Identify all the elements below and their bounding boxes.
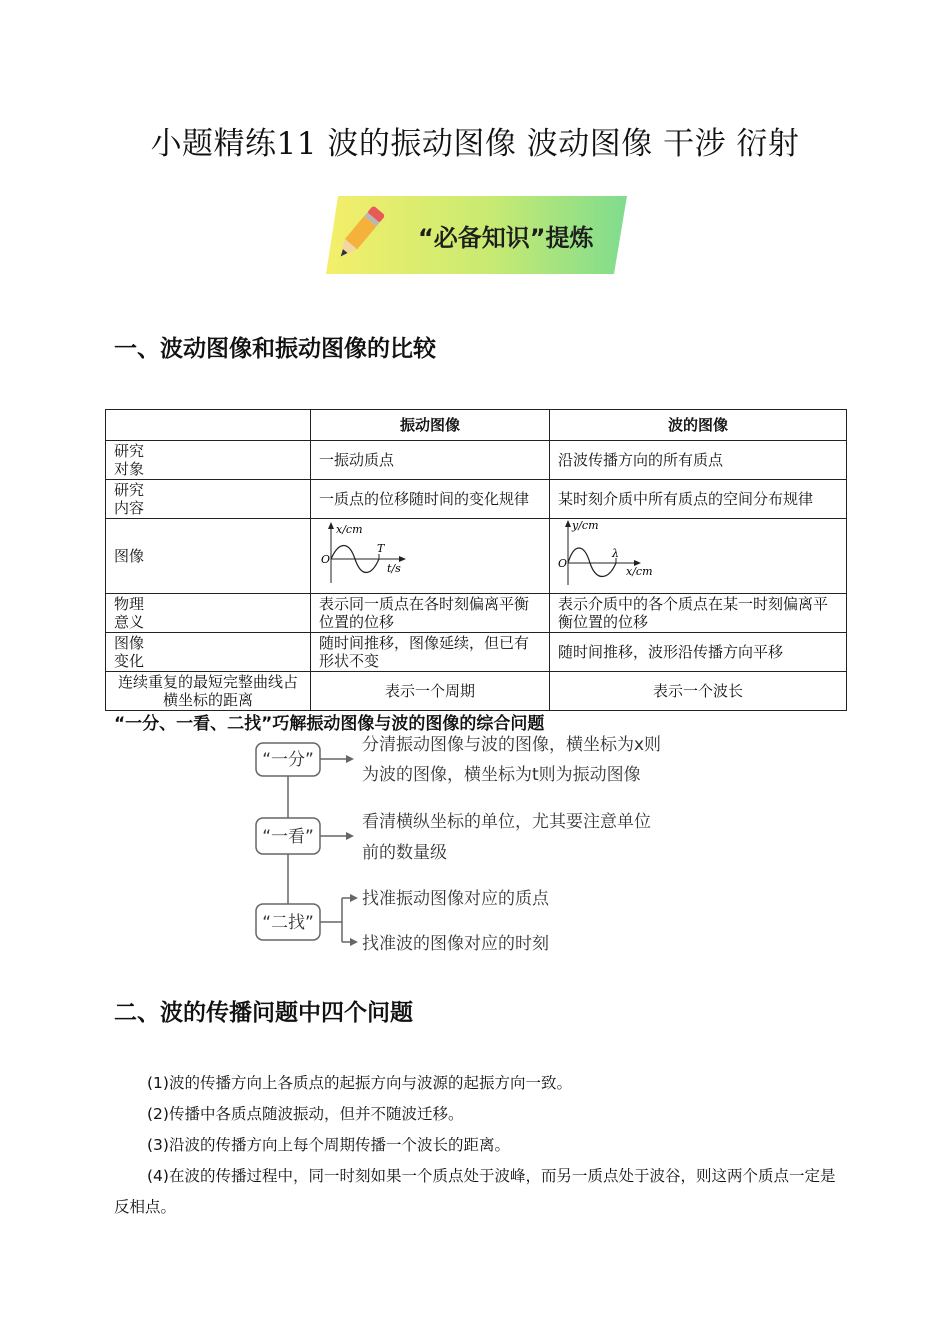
section-heading-1: 一、波动图像和振动图像的比较 bbox=[114, 336, 436, 362]
point-item: (3)沿波的传播方向上每个周期传播一个波长的距离。 bbox=[147, 1136, 510, 1154]
table-header-row bbox=[106, 410, 847, 441]
wave-cell: 表示一个波长 bbox=[550, 672, 847, 711]
banner-text: “必备知识”提炼 bbox=[418, 224, 594, 252]
wave-cell: 表示介质中的各个质点在某一时刻偏离平衡位置的位移 bbox=[550, 594, 847, 633]
table-row bbox=[106, 672, 847, 711]
table-row bbox=[106, 480, 847, 519]
vib-period-mark: T bbox=[377, 542, 385, 555]
wave-cell: 某时刻介质中所有质点的空间分布规律 bbox=[550, 480, 847, 519]
row-label: 研究 内容 bbox=[106, 480, 311, 519]
vib-cell: 表示一个周期 bbox=[311, 672, 550, 711]
wave-wavelength-mark: λ bbox=[612, 547, 619, 560]
step1-desc: 为波的图像，横坐标为t则为振动图像 bbox=[362, 765, 641, 785]
step2-desc: 看清横纵坐标的单位，尤其要注意单位 bbox=[362, 812, 651, 832]
comparison-table bbox=[105, 409, 847, 711]
step2-desc: 前的数量级 bbox=[362, 843, 447, 863]
step1-desc: 分清振动图像与波的图像，横坐标为x则 bbox=[362, 735, 662, 755]
point-item: (2)传播中各质点随波振动，但并不随波迁移。 bbox=[147, 1105, 464, 1123]
wave-xlabel: x/cm bbox=[626, 565, 653, 578]
step-label: “一看” bbox=[262, 827, 314, 847]
wave-cell: 随时间推移，波形沿传播方向平移 bbox=[550, 633, 847, 672]
vib-cell: 一质点的位移随时间的变化规律 bbox=[311, 480, 550, 519]
wave-origin: O bbox=[558, 557, 568, 570]
step3-desc: 找准振动图像对应的质点 bbox=[362, 889, 549, 909]
table-header: 波的图像 bbox=[550, 410, 847, 441]
wave-graph bbox=[550, 519, 846, 589]
row-label: 图像 变化 bbox=[106, 633, 311, 672]
row-label: 连续重复的最短完整曲线占横坐标的距离 bbox=[106, 672, 311, 711]
table-row bbox=[106, 633, 847, 672]
wave-cell: 沿波传播方向的所有质点 bbox=[550, 441, 847, 480]
table-row bbox=[106, 519, 847, 594]
vib-cell: 表示同一质点在各时刻偏离平衡位置的位移 bbox=[311, 594, 550, 633]
vib-graph-cell bbox=[311, 519, 550, 594]
vib-xlabel: t/s bbox=[387, 562, 401, 575]
method-flowchart bbox=[250, 732, 730, 954]
vib-origin: O bbox=[321, 553, 331, 566]
row-label: 物理 意义 bbox=[106, 594, 311, 633]
row-label: 研究 对象 bbox=[106, 441, 311, 480]
point-item: (1)波的传播方向上各质点的起振方向与波源的起振方向一致。 bbox=[147, 1074, 572, 1092]
vib-cell: 一振动质点 bbox=[311, 441, 550, 480]
flow-subheading: “一分、一看、二找”巧解振动图像与波的图像的综合问题 bbox=[114, 714, 545, 734]
point-item: (4)在波的传播过程中，同一时刻如果一个质点处于波峰，而另一质点处于波谷，则这两个质点一定是反相点。 bbox=[114, 1167, 836, 1216]
row-label: 图像 bbox=[106, 519, 311, 594]
table-row bbox=[106, 594, 847, 633]
vibration-graph bbox=[311, 519, 549, 589]
wave-graph-cell bbox=[550, 519, 847, 594]
table-row bbox=[106, 441, 847, 480]
vib-ylabel: x/cm bbox=[336, 523, 363, 536]
table-header bbox=[106, 410, 311, 441]
table-header: 振动图像 bbox=[311, 410, 550, 441]
step-label: “一分” bbox=[262, 750, 314, 770]
step3-desc: 找准波的图像对应的时刻 bbox=[362, 934, 549, 954]
wave-ylabel: y/cm bbox=[572, 519, 599, 532]
step-label: “二找” bbox=[262, 913, 314, 933]
section-heading-2: 二、波的传播问题中四个问题 bbox=[114, 1000, 413, 1026]
vib-cell: 随时间推移，图像延续，但已有形状不变 bbox=[311, 633, 550, 672]
page-title: 小题精练11 波的振动图像 波动图像 干涉 衍射 bbox=[150, 126, 800, 162]
